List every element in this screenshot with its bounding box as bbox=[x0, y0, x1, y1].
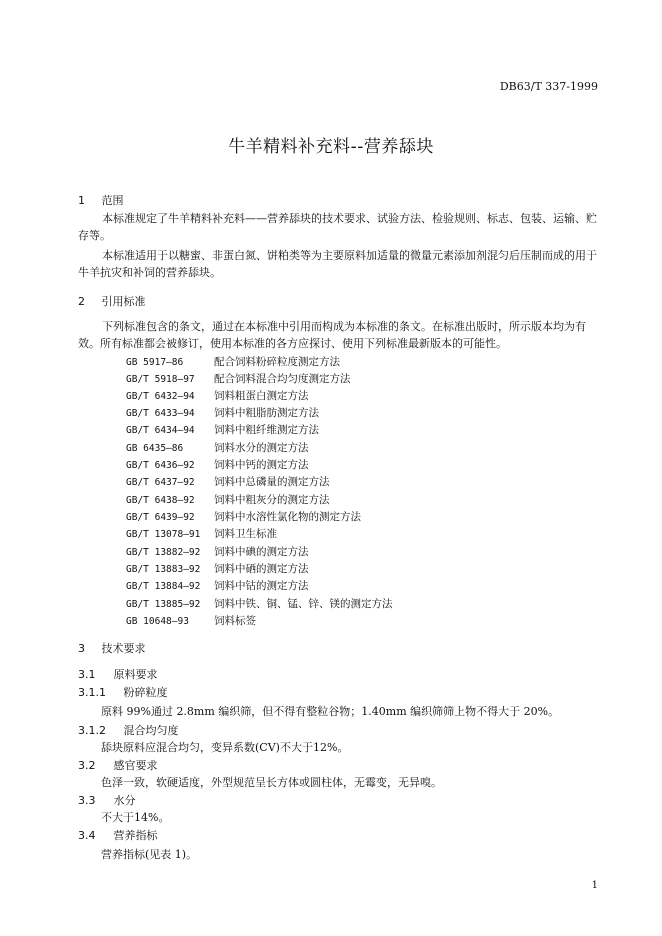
document-title: 牛羊精料补充料--营养舔块 bbox=[228, 137, 434, 157]
subsection-number: 3.3 bbox=[78, 794, 96, 807]
reference-item bbox=[126, 526, 277, 541]
section-title: 技术要求 bbox=[101, 642, 146, 655]
reference-item bbox=[126, 388, 309, 403]
subsection-3-1-heading bbox=[78, 666, 158, 682]
subsection-title: 粉碎粒度 bbox=[123, 686, 168, 699]
section-1-paragraph-2: 本标准适用于以糖蜜、非蛋白氮、饼粕类等为主要原料加适量的微量元素添加剂混匀后压制而成的用于牛羊抗灾和补饲的营养舔块。 bbox=[78, 249, 597, 279]
reference-code: GB/T 6436—92 bbox=[126, 460, 195, 471]
section-2-paragraph-1: 下列标准包含的条文，通过在本标准中引用而构成为本标准的条文。在标准出版时，所示版本均为有效。所有标准都会被修订，使用本标准的各方应探讨、使用下列标准最新版本的可能性。 bbox=[78, 320, 586, 350]
reference-item bbox=[126, 596, 393, 611]
subsection-3-4-heading bbox=[78, 827, 158, 843]
subsection-number: 3.1.2 bbox=[78, 724, 106, 737]
reference-item bbox=[126, 354, 340, 369]
reference-code: GB/T 13885—92 bbox=[126, 599, 201, 610]
reference-item bbox=[126, 509, 361, 524]
section-1-heading bbox=[78, 192, 124, 208]
reference-code: GB 5917—86 bbox=[126, 357, 184, 368]
reference-item bbox=[126, 405, 319, 420]
reference-name: 饲料中钴的测定方法 bbox=[214, 580, 309, 592]
subsection-title: 水分 bbox=[113, 794, 136, 807]
reference-code: GB/T 6432—94 bbox=[126, 391, 195, 402]
reference-item bbox=[126, 422, 319, 437]
reference-name: 饲料中钙的测定方法 bbox=[214, 459, 309, 471]
reference-code: GB/T 6433—94 bbox=[126, 408, 195, 419]
page-number: 1 bbox=[591, 880, 598, 891]
reference-code: GB/T 13882—92 bbox=[126, 547, 201, 558]
section-number: 3 bbox=[78, 642, 85, 655]
reference-name: 配合饲料混合均匀度测定方法 bbox=[214, 373, 351, 385]
reference-item bbox=[126, 544, 309, 559]
subsection-title: 混合均匀度 bbox=[123, 724, 179, 737]
reference-name: 饲料中铁、铜、锰、锌、镁的测定方法 bbox=[214, 598, 393, 610]
reference-name: 饲料中硒的测定方法 bbox=[214, 563, 309, 575]
subsection-title: 原料要求 bbox=[113, 668, 158, 681]
reference-item bbox=[126, 492, 330, 507]
reference-name: 饲料中碘的测定方法 bbox=[214, 546, 309, 558]
reference-item bbox=[126, 561, 309, 576]
reference-code: GB/T 13884—92 bbox=[126, 581, 201, 592]
subsection-3-3-heading bbox=[78, 792, 136, 808]
section-title: 范围 bbox=[101, 194, 124, 207]
subsection-3-4-text: 营养指标(见表 1)。 bbox=[101, 848, 198, 861]
section-number: 2 bbox=[78, 295, 85, 308]
section-3-heading bbox=[78, 640, 146, 656]
subsection-3-2-text: 色泽一致，软硬适度，外型规范呈长方体或圆柱体，无霉变，无异嗅。 bbox=[101, 776, 442, 789]
reference-code: GB/T 13883—92 bbox=[126, 564, 201, 575]
reference-code: GB 10648—93 bbox=[126, 616, 189, 627]
reference-name: 饲料中粗灰分的测定方法 bbox=[214, 494, 330, 506]
subsection-3-1-1-text: 原料 99%通过 2.8mm 编织筛，但不得有整粒谷物；1.40mm 编织筛筛上物不得大于 20%。 bbox=[101, 705, 560, 718]
reference-code: GB/T 6434—94 bbox=[126, 425, 195, 436]
section-1-paragraph-1: 本标准规定了牛羊精料补充料——营养舔块的技术要求、试验方法、检验规则、标志、包装、运输、贮存等。 bbox=[78, 212, 597, 242]
reference-name: 饲料中粗纤维测定方法 bbox=[214, 424, 319, 436]
subsection-number: 3.1 bbox=[78, 668, 96, 681]
reference-name: 饲料中水溶性氯化物的测定方法 bbox=[214, 511, 361, 523]
document-number: DB63/T 337-1999 bbox=[499, 80, 598, 93]
subsection-3-1-2-text: 舔块原料应混合均匀，变异系数(CV)不大于12%。 bbox=[101, 741, 349, 754]
reference-name: 饲料卫生标准 bbox=[214, 528, 277, 540]
reference-item bbox=[126, 613, 256, 628]
reference-code: GB/T 5918—97 bbox=[126, 374, 195, 385]
reference-code: GB/T 6437—92 bbox=[126, 477, 195, 488]
subsection-3-3-text: 不大于14%。 bbox=[101, 811, 170, 824]
reference-item bbox=[126, 371, 351, 386]
reference-name: 饲料水分的测定方法 bbox=[214, 442, 309, 454]
reference-name: 饲料粗蛋白测定方法 bbox=[214, 390, 309, 402]
subsection-title: 营养指标 bbox=[113, 829, 158, 842]
reference-name: 饲料标签 bbox=[214, 615, 256, 627]
reference-code: GB 6435—86 bbox=[126, 443, 184, 454]
subsection-number: 3.4 bbox=[78, 829, 96, 842]
reference-item bbox=[126, 440, 309, 455]
reference-item bbox=[126, 578, 309, 593]
subsection-3-1-1-heading bbox=[78, 684, 168, 700]
section-number: 1 bbox=[78, 194, 85, 207]
reference-item bbox=[126, 474, 330, 489]
subsection-3-2-heading bbox=[78, 757, 158, 773]
subsection-number: 3.1.1 bbox=[78, 686, 106, 699]
section-title: 引用标准 bbox=[101, 295, 146, 308]
section-2-heading bbox=[78, 293, 146, 309]
reference-code: GB/T 6439—92 bbox=[126, 512, 195, 523]
subsection-number: 3.2 bbox=[78, 759, 96, 772]
reference-name: 饲料中粗脂肪测定方法 bbox=[214, 407, 319, 419]
reference-name: 配合饲料粉碎粒度测定方法 bbox=[214, 356, 340, 368]
reference-code: GB/T 6438—92 bbox=[126, 495, 195, 506]
reference-code: GB/T 13078—91 bbox=[126, 529, 201, 540]
reference-item bbox=[126, 457, 309, 472]
reference-name: 饲料中总磷量的测定方法 bbox=[214, 476, 330, 488]
subsection-3-1-2-heading bbox=[78, 722, 179, 738]
subsection-title: 感官要求 bbox=[113, 759, 158, 772]
